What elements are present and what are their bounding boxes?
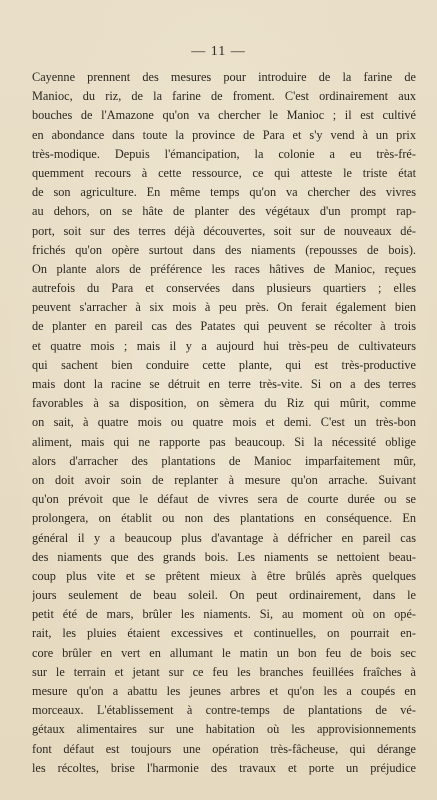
text-line: très-modique. Depuis l'émancipation, la colonie a eu très-fré- — [32, 146, 416, 161]
text-line: on doit avoir soin de replanter à mesure qu'on arrache. Suivant — [32, 472, 416, 487]
text-line: général il y a beaucoup plus d'avantage à défricher en pareil cas — [32, 530, 416, 545]
text-line: core brûler en vert en allumant le matin un bon feu de bois sec — [32, 645, 416, 660]
text-line: alors d'arracher des plantations de Manioc imparfaitement mûr, — [32, 453, 416, 468]
text-line: petit été de mars, brûler les niaments. Si, au moment où on opé- — [32, 607, 416, 622]
text-line: mais dont la racine se détruit en terre très-vite. Si on a des terres — [32, 377, 416, 391]
text-line: autrefois du Para et conservées dans plusieurs quartiers ; elles — [32, 281, 416, 296]
text-line: On plante alors de préférence les races hâtives de Manioc, reçues — [32, 261, 416, 276]
text-line: Manioc, du riz, de la farine de froment. C'est ordinairement aux — [32, 89, 416, 104]
text-line: qui sachent bien conduire cette plante, qui est très-productive — [32, 357, 416, 372]
text-line: jours seulement de beau soleil. On peut ordinairement, dans le — [32, 588, 416, 603]
text-line: et quatre mois ; mais il y a aujourd hui très-peu de cultivateurs — [32, 338, 416, 353]
text-line: les récoltes, brise l'harmonie des travaux et porte un préjudice — [32, 760, 416, 775]
text-line: aliment, mais qui ne rapporte pas beaucoup. Si la nécessité oblige — [32, 434, 416, 449]
text-line: bouches de l'Amazone qu'on va chercher le Manioc ; il est cultivé — [32, 108, 416, 123]
body-text — [32, 68, 416, 778]
text-line: prolongera, on établit ou non des plantations en conséquence. En — [32, 511, 416, 526]
text-line: mesure qu'on a abattu les jeunes arbres et qu'on les a coupés en — [32, 684, 416, 698]
text-line: on sait, à quatre mois ou quatre mois et demi. C'est un très-bon — [32, 415, 416, 430]
text-line: coup plus vite et se prêtent mieux à être brûlés après quelques — [32, 568, 416, 583]
text-line: favorables à sa disposition, on sèmera du Riz qui mûrit, comme — [32, 396, 416, 411]
text-line: en abondance dans toute la province de Para et s'y vend à un prix — [32, 127, 416, 142]
text-line: rait, les pluies étaient excessives et continuelles, on pourrait en- — [32, 626, 416, 641]
text-line: port, soit sur des terres déjà découvertes, soit sur de nouveaux dé- — [32, 223, 416, 238]
text-line: qu'on prévoit que le défaut de vivres sera de courte durée ou se — [32, 492, 416, 507]
text-line: quemment recours à cette ressource, ce qui atteste le triste état — [32, 165, 416, 180]
text-line: peuvent s'arracher à six mois à peu près. On ferait également bien — [32, 300, 416, 315]
text-line: au dehors, on se hâte de planter des végétaux d'un prompt rap- — [32, 204, 416, 219]
text-line: des niaments que des grands bois. Les niaments se nettoient beau- — [32, 549, 416, 564]
text-line: de son agriculture. En même temps qu'on va chercher des vivres — [32, 185, 416, 200]
text-line: sur le terrain et jetant sur ce feu les branches feuillées fraîches à — [32, 664, 416, 679]
text-line: gétaux alimentaires sur une habitation où les approvisionnements — [32, 722, 416, 737]
text-line: de planter en pareil cas des Patates qui peuvent se récolter à trois — [32, 319, 416, 334]
page-number: — 11 — — [191, 44, 246, 59]
text-line: morceaux. L'établissement à contre-temps de plantations de vé- — [32, 703, 416, 718]
text-line: frichés qu'on opère surtout dans des niaments (repousses de bois). — [32, 242, 416, 257]
text-line: font défaut est toujours une opération très-fâcheuse, qui dérange — [32, 741, 416, 756]
text-line: Cayenne prennent des mesures pour introduire de la farine de — [32, 70, 416, 84]
